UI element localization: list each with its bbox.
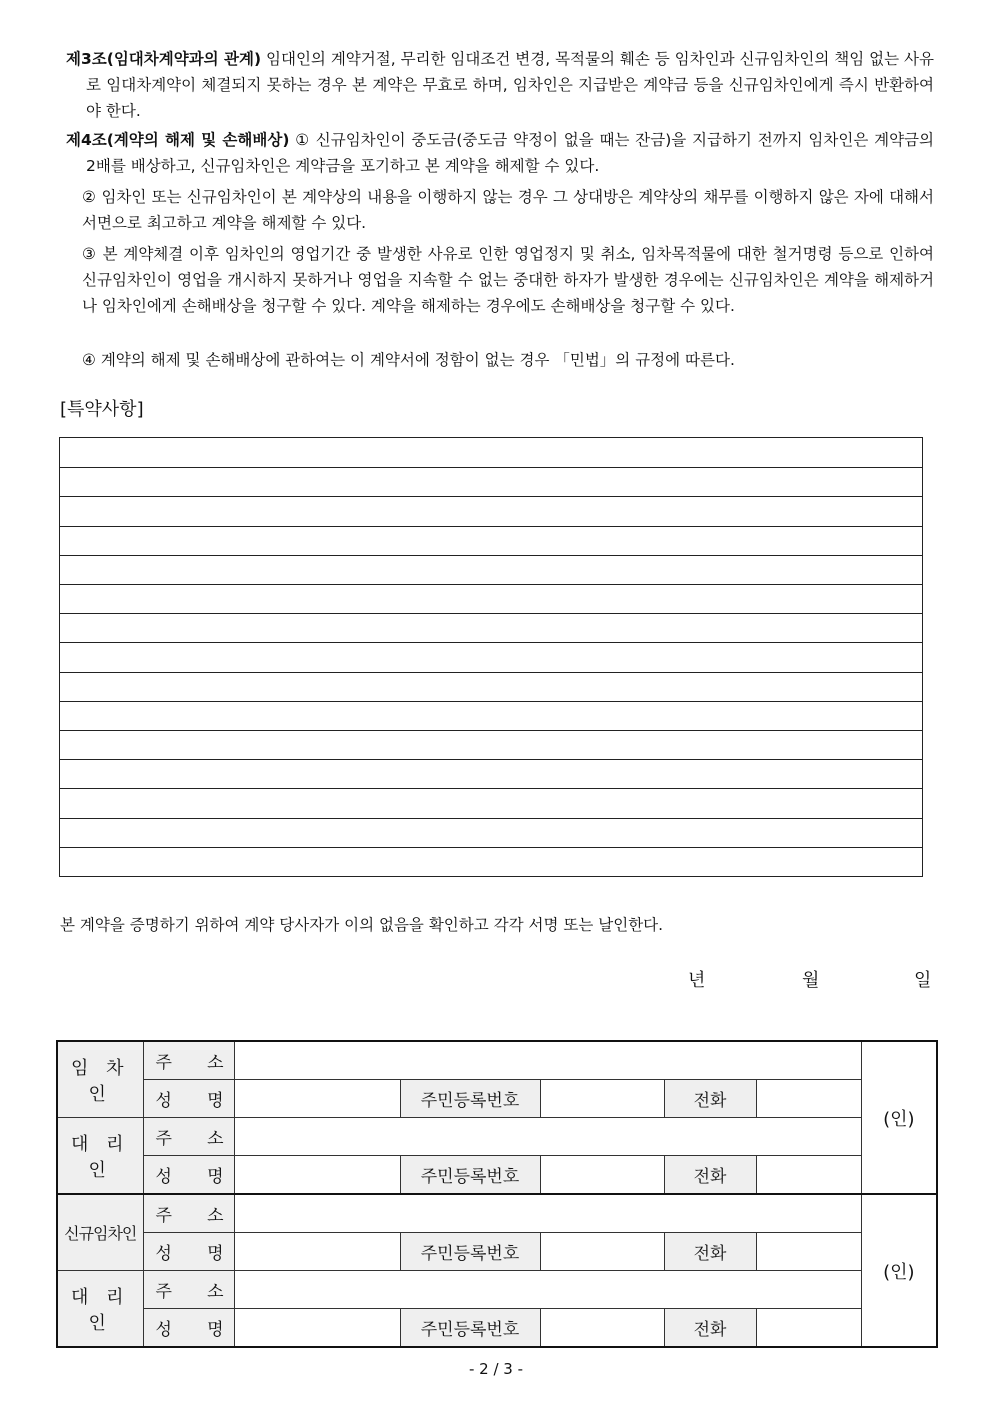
name-label: 성 명 (143, 1080, 234, 1118)
special-terms-line (60, 526, 922, 527)
name-label: 성 명 (143, 1309, 234, 1348)
tenant-phone-field[interactable] (756, 1080, 861, 1118)
article-4-heading: 제4조(계약의 해제 및 손해배상) (66, 131, 290, 149)
article-3 (66, 46, 934, 124)
special-terms-line (60, 847, 922, 848)
signature-date[interactable] (688, 966, 934, 996)
address-label: 주 소 (143, 1041, 234, 1080)
new-tenant-name-field[interactable] (234, 1233, 400, 1271)
agent-address-field[interactable] (234, 1118, 861, 1156)
signature-table (56, 1040, 938, 1348)
tenant-address-field[interactable] (234, 1041, 861, 1080)
date-year-label: 년 (688, 970, 706, 991)
article-4 (66, 127, 934, 179)
article-3-text: 임대인의 계약거절, 무리한 임대조건 변경, 목적물의 훼손 등 임차인과 신규임차인의 책임 없는 사유로 임대차계약이 체결되지 못하는 경우 본 계약은 무효로 하며, 임차인은 지급받은 계약금 등을 신규임차인에게 즉시 반환하여야 한다. (86, 50, 934, 120)
page-number: - 2 / 3 - (468, 1360, 524, 1378)
special-terms-line (60, 730, 922, 731)
special-terms-line (60, 818, 922, 819)
closing-statement: 본 계약을 증명하기 위하여 계약 당사자가 이의 없음을 확인하고 각각 서명 또는 날인한다. (60, 916, 664, 934)
special-terms-line (60, 642, 922, 643)
special-terms-line (60, 467, 922, 468)
date-month-label: 월 (802, 970, 820, 991)
rrn-label: 주민등록번호 (400, 1156, 540, 1195)
date-day-label: 일 (914, 970, 932, 991)
party-agent-label: 대 리 인 (57, 1118, 143, 1195)
new-tenant-rrn-field[interactable] (540, 1233, 664, 1271)
seal-new-tenant[interactable]: (인) (861, 1194, 937, 1347)
phone-label: 전화 (664, 1233, 756, 1271)
article-3-heading: 제3조(임대차계약과의 관계) (66, 50, 262, 68)
address-label: 주 소 (143, 1271, 234, 1309)
rrn-label: 주민등록번호 (400, 1309, 540, 1348)
name-label: 성 명 (143, 1156, 234, 1195)
agent-2-name-field[interactable] (234, 1309, 400, 1348)
new-tenant-address-field[interactable] (234, 1194, 861, 1233)
special-terms-title: [특약사항] (60, 399, 144, 420)
phone-label: 전화 (664, 1309, 756, 1348)
rrn-label: 주민등록번호 (400, 1233, 540, 1271)
address-label: 주 소 (143, 1118, 234, 1156)
article-4-para-3: ③ 본 계약체결 이후 임차인의 영업기간 중 발생한 사유로 인한 영업정지 및 취소, 임차목적물에 대한 철거명령 등으로 인하여 신규임차인이 영업을 개시하지 못하거나 영업을 지속할 수 없는 중대한 하자가 발생한 경우에는 신규임차인은 계약을 해제하거나 임차인에게 손해배상을 청구할 수 있다. 계약을 해제하는 경우에도 손해배상을 청구할 수 있다. (82, 245, 934, 315)
tenant-rrn-field[interactable] (540, 1080, 664, 1118)
article-4-para-2: ② 임차인 또는 신규임차인이 본 계약상의 내용을 이행하지 않는 경우 그 상대방은 계약상의 채무를 이행하지 않은 자에 대해서 서면으로 최고하고 계약을 해제할 수 있다. (82, 188, 934, 232)
address-label: 주 소 (143, 1194, 234, 1233)
special-terms-line (60, 496, 922, 497)
agent-name-field[interactable] (234, 1156, 400, 1195)
special-terms-line (60, 672, 922, 673)
special-terms-table[interactable] (59, 437, 923, 877)
agent-2-address-field[interactable] (234, 1271, 861, 1309)
new-tenant-phone-field[interactable] (756, 1233, 861, 1271)
party-agent-2-label: 대 리 인 (57, 1271, 143, 1348)
agent-phone-field[interactable] (756, 1156, 861, 1195)
rrn-label: 주민등록번호 (400, 1080, 540, 1118)
special-terms-line (60, 701, 922, 702)
article-4-para-4: ④ 계약의 해제 및 손해배상에 관하여는 이 계약서에 정함이 없는 경우 「민법」의 규정에 따른다. (82, 351, 735, 369)
special-terms-line (60, 555, 922, 556)
party-tenant-label: 임 차 인 (57, 1041, 143, 1118)
agent-rrn-field[interactable] (540, 1156, 664, 1195)
agent-2-rrn-field[interactable] (540, 1309, 664, 1348)
special-terms-line (60, 759, 922, 760)
phone-label: 전화 (664, 1156, 756, 1195)
special-terms-line (60, 584, 922, 585)
seal-tenant[interactable]: (인) (861, 1041, 937, 1194)
agent-2-phone-field[interactable] (756, 1309, 861, 1348)
special-terms-line (60, 613, 922, 614)
phone-label: 전화 (664, 1080, 756, 1118)
name-label: 성 명 (143, 1233, 234, 1271)
special-terms-line (60, 788, 922, 789)
tenant-name-field[interactable] (234, 1080, 400, 1118)
article-4-text: ① 신규임차인이 중도금(중도금 약정이 없을 때는 잔금)을 지급하기 전까지 임차인은 계약금의 2배를 배상하고, 신규임차인은 계약금을 포기하고 본 계약을 해제할 수 있다. (86, 131, 934, 175)
party-new-tenant-label: 신규임차인 (57, 1194, 143, 1271)
